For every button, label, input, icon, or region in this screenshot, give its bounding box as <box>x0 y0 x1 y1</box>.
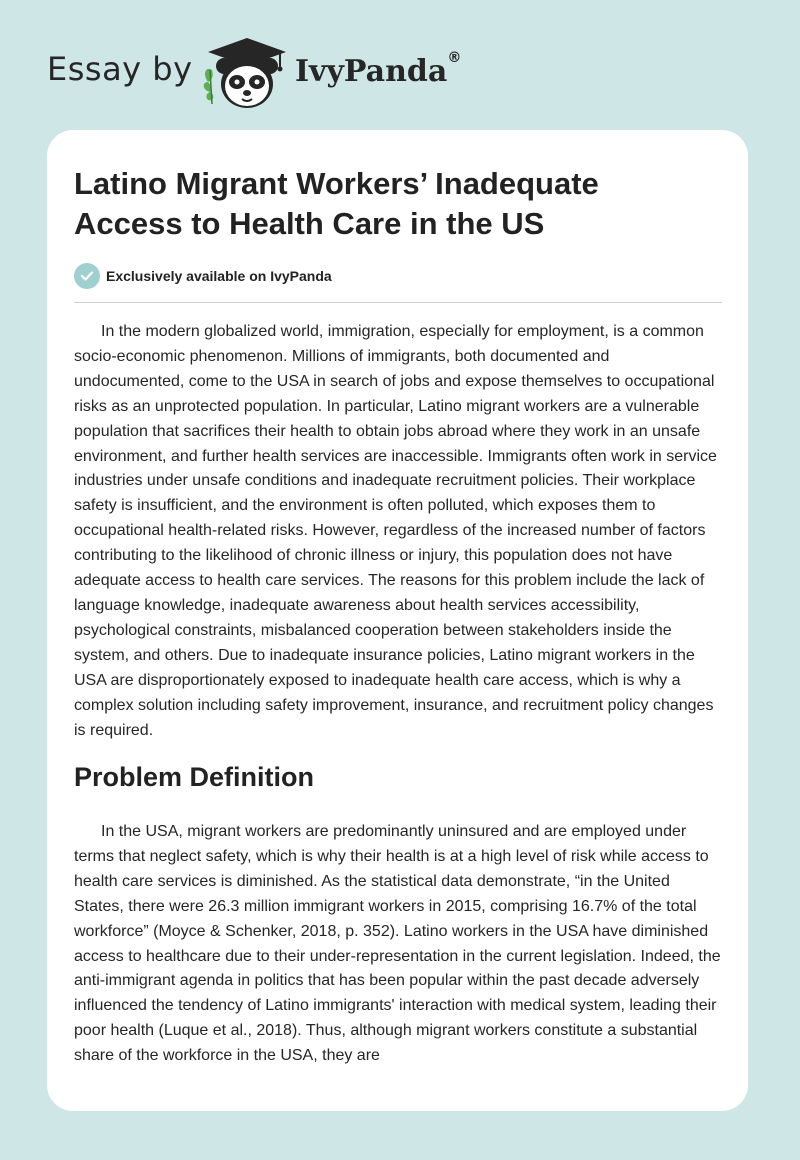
badge-label: Exclusively available on IvyPanda <box>106 268 332 284</box>
brand-name[interactable]: IvyPanda® <box>295 50 462 89</box>
exclusive-badge <box>74 263 332 289</box>
essay-card <box>47 130 748 1111</box>
essay-by-label: Essay by <box>47 50 193 88</box>
registered-mark: ® <box>447 50 462 66</box>
check-circle-icon <box>74 263 100 289</box>
divider <box>74 302 722 303</box>
section-heading: Problem Definition <box>74 762 315 792</box>
page-title: Latino Migrant Workers’ Inadequate Access to Health Care in the US <box>74 166 599 241</box>
intro-paragraph: In the modern globalized world, immigration, especially for employment, is a common socio-economic phenomenon. Millions of immigrants, both documented and undocumented, come to the USA in search of jobs and expose themselves to occupational risks as an unprotected population. In particular, Latino migrant workers are a vulnerable population that sacrifices their health to obtain jobs abroad where they work in an unsafe environment, and further health services are inaccessible. Immigrants often work in service industries under unsafe conditions and inadequate recruitment policies. Their workplace safety is insufficient, and the environment is often polluted, which exposes them to occupational health-related risks. However, regardless of the increased number of factors contributing to the likelihood of chronic illness or injury, this population does not have adequate access to health care services. The reasons for this problem include the lack of language knowledge, inadequate awareness about health services accessibility, psychological constraints, misbalanced cooperation between stakeholders inside the system, and others. Due to inadequate insurance policies, Latino migrant workers in the USA are disproportionately exposed to inadequate health care access, which is why a complex solution including safety improvement, insurance, and recruitment policy changes is required. <box>74 323 717 739</box>
site-header <box>0 0 800 130</box>
panda-graduate-icon[interactable] <box>200 36 292 110</box>
problem-paragraph: In the USA, migrant workers are predominantly uninsured and are employed under terms that neglect safety, which is why their health is at a high level of risk while access to health care services is diminished. As the statistical data demonstrate, “in the United States, there were 26.3 million immigrant workers in 2015, comprising 16.7% of the total workforce” (Moyce & Schenker, 2018, p. 352). Latino workers in the USA have diminished access to healthcare due to their under-representation in the current legislation. Indeed, the anti-immigrant agenda in politics that has been popular within the past decade adversely influenced the tendency of Latino immigrants' interaction with medical system, leading their poor health (Luque et al., 2018). Thus, although migrant workers constitute a substantial share of the workforce in the USA, they are <box>74 823 721 1065</box>
